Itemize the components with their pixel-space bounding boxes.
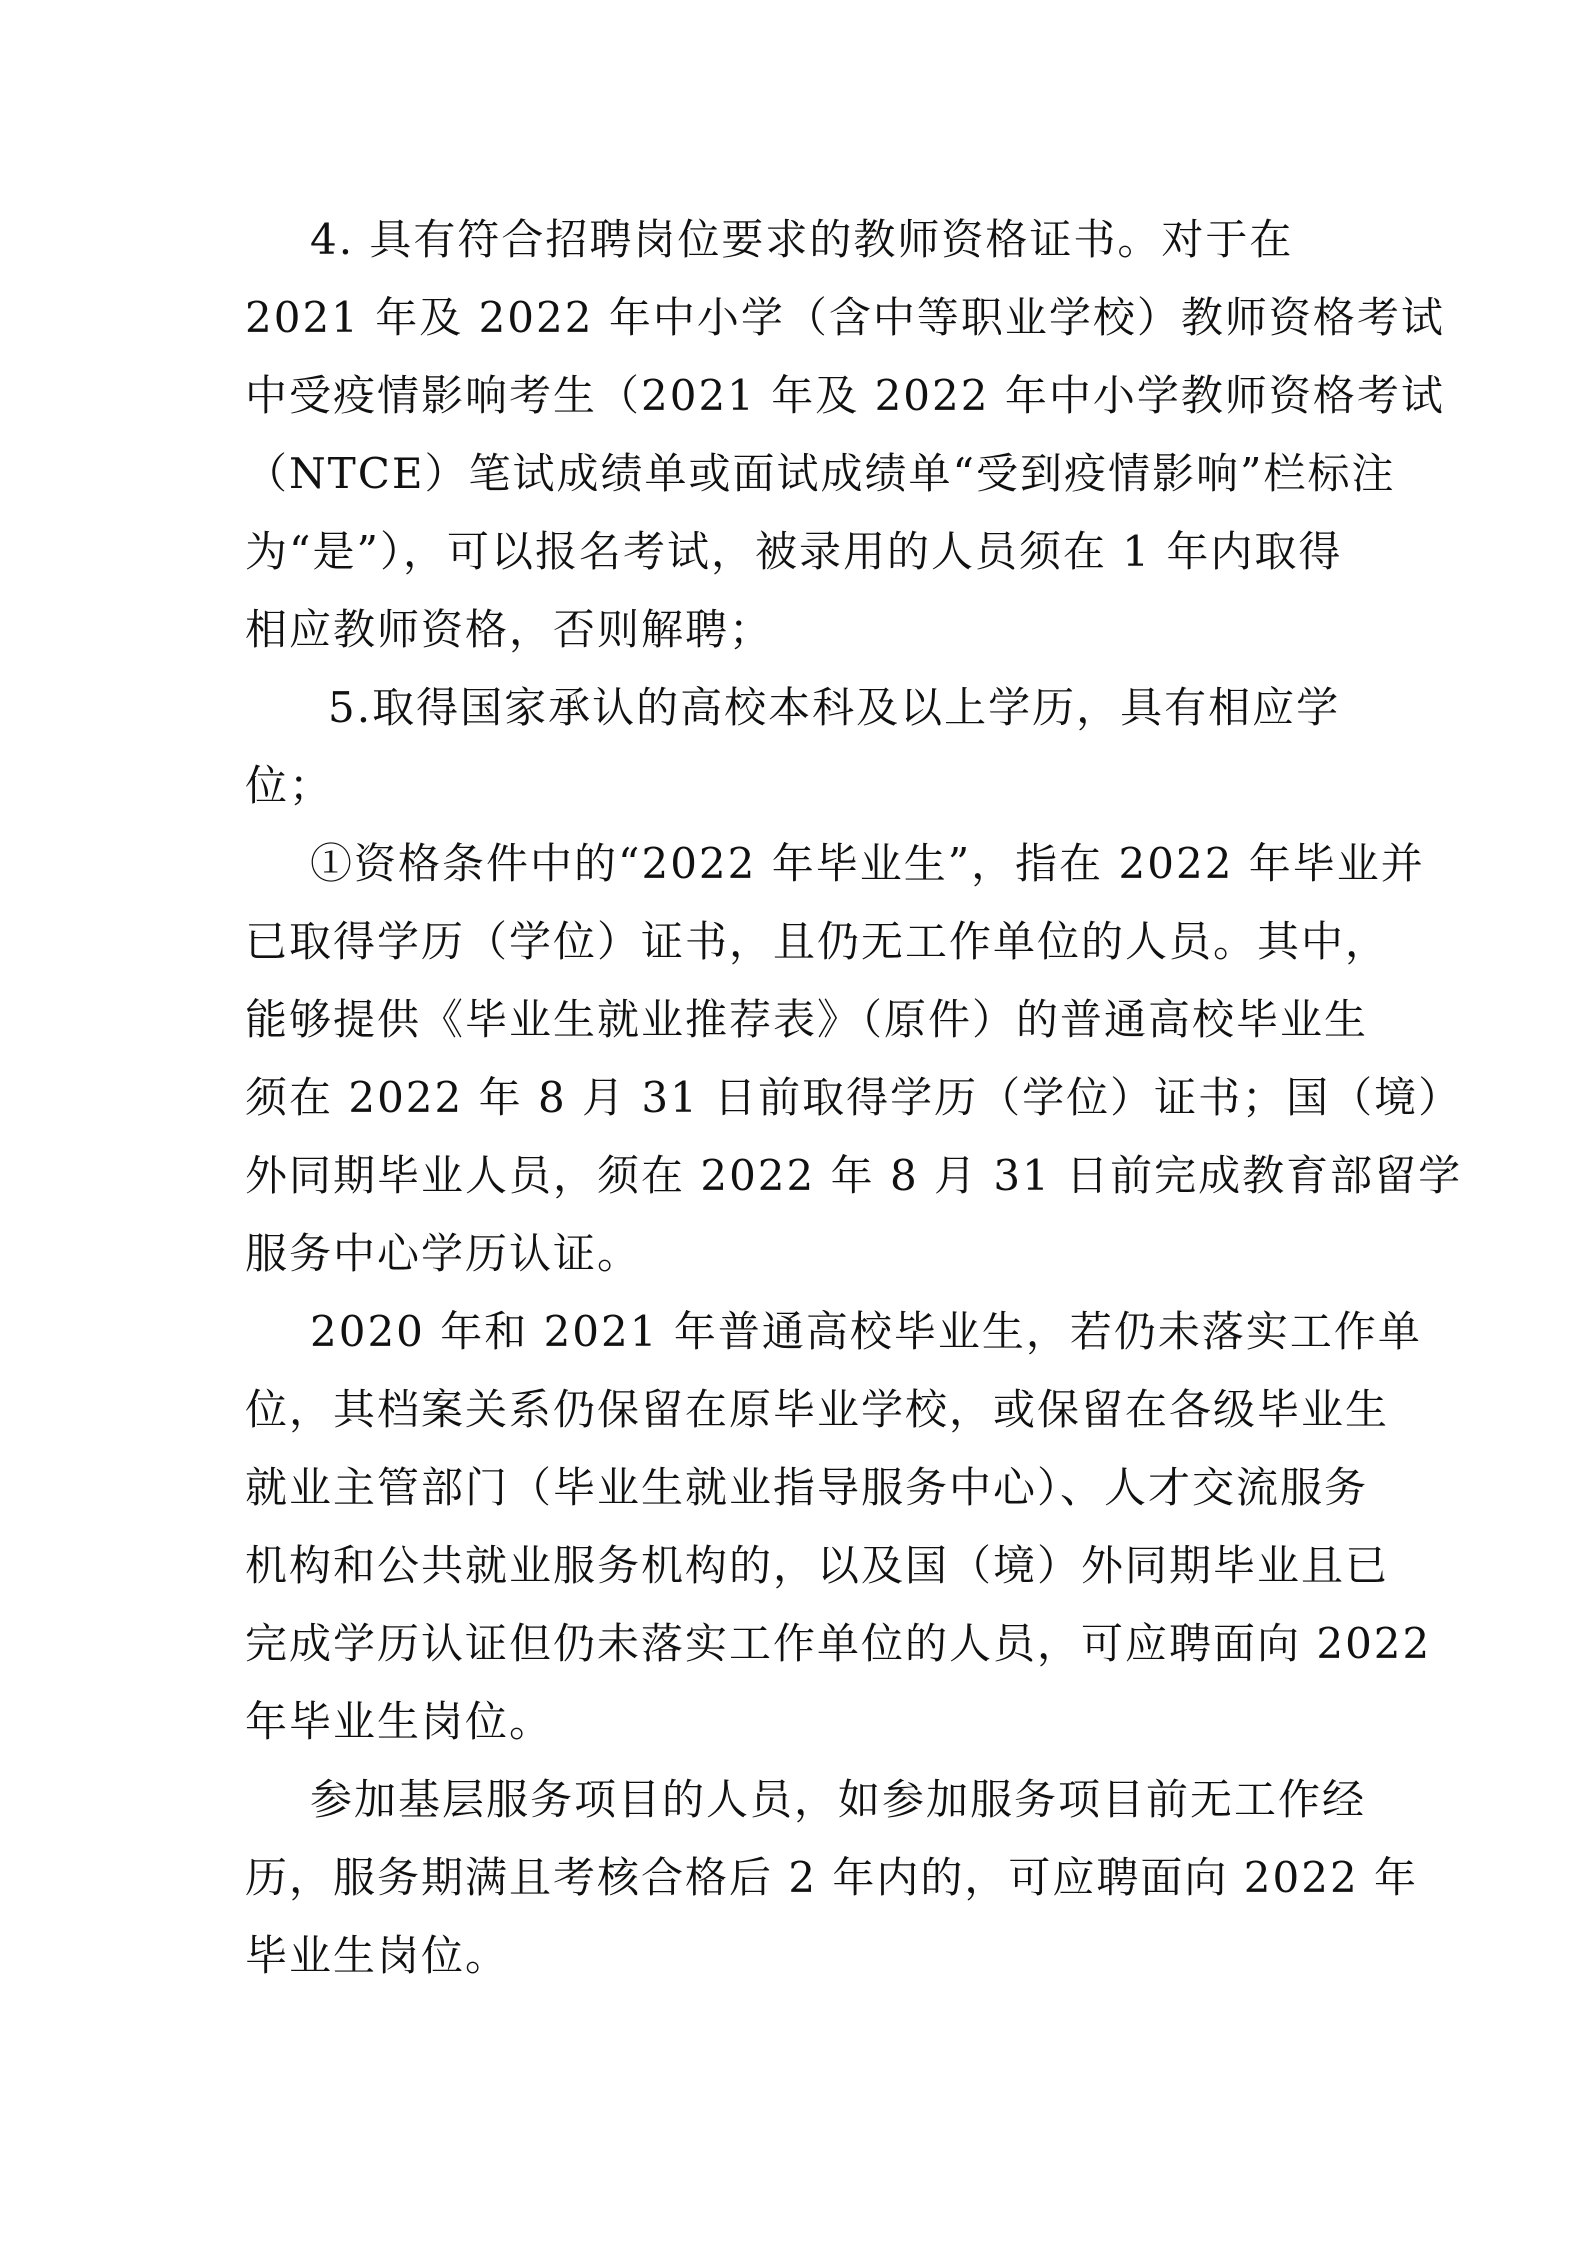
- text-line: 能够提供《毕业生就业推荐表》（原件）的普通高校毕业生: [245, 995, 1369, 1044]
- text-line: 2020 年和 2021 年普通高校毕业生，若仍未落实工作单: [310, 1307, 1422, 1356]
- text-line: 毕业生岗位。: [245, 1931, 510, 1980]
- text-line: 年毕业生岗位。: [245, 1697, 554, 1746]
- text-line: 机构和公共就业服务机构的，以及国（境）外同期毕业且已: [245, 1541, 1390, 1590]
- text-line: 外同期毕业人员，须在 2022 年 8 月 31 日前完成教育部留学: [245, 1151, 1463, 1200]
- text-line: （NTCE）笔试成绩单或面试成绩单“受到疫情影响”栏标注: [245, 449, 1396, 498]
- text-line: 位，其档案关系仍保留在原毕业学校，或保留在各级毕业生: [245, 1385, 1390, 1434]
- text-line: 已取得学历（学位）证书，且仍无工作单位的人员。其中，: [245, 917, 1390, 966]
- text-line: ①资格条件中的“2022 年毕业生”，指在 2022 年毕业并: [310, 839, 1425, 888]
- text-line: 须在 2022 年 8 月 31 日前取得学历（学位）证书；国（境）: [245, 1073, 1463, 1122]
- text-line: 参加基层服务项目的人员，如参加服务项目前无工作经: [310, 1775, 1367, 1824]
- text-line: 2021 年及 2022 年中小学（含中等职业学校）教师资格考试: [245, 293, 1445, 342]
- text-line: 历，服务期满且考核合格后 2 年内的，可应聘面向 2022 年: [245, 1853, 1419, 1902]
- text-line: 中受疫情影响考生（2021 年及 2022 年中小学教师资格考试: [245, 371, 1445, 420]
- text-line: 完成学历认证但仍未落实工作单位的人员，可应聘面向 2022: [245, 1619, 1432, 1668]
- text-line: 为“是”），可以报名考试，被录用的人员须在 1 年内取得: [245, 527, 1343, 576]
- text-line: 服务中心学历认证。: [245, 1229, 642, 1278]
- text-line: 就业主管部门（毕业生就业指导服务中心）、人才交流服务: [245, 1463, 1369, 1512]
- text-line: 位；: [245, 761, 334, 810]
- text-line: 4. 具有符合招聘岗位要求的教师资格证书。对于在: [310, 215, 1294, 264]
- text-line: 5.取得国家承认的高校本科及以上学历，具有相应学: [328, 683, 1341, 732]
- text-line: 相应教师资格，否则解聘；: [245, 605, 774, 654]
